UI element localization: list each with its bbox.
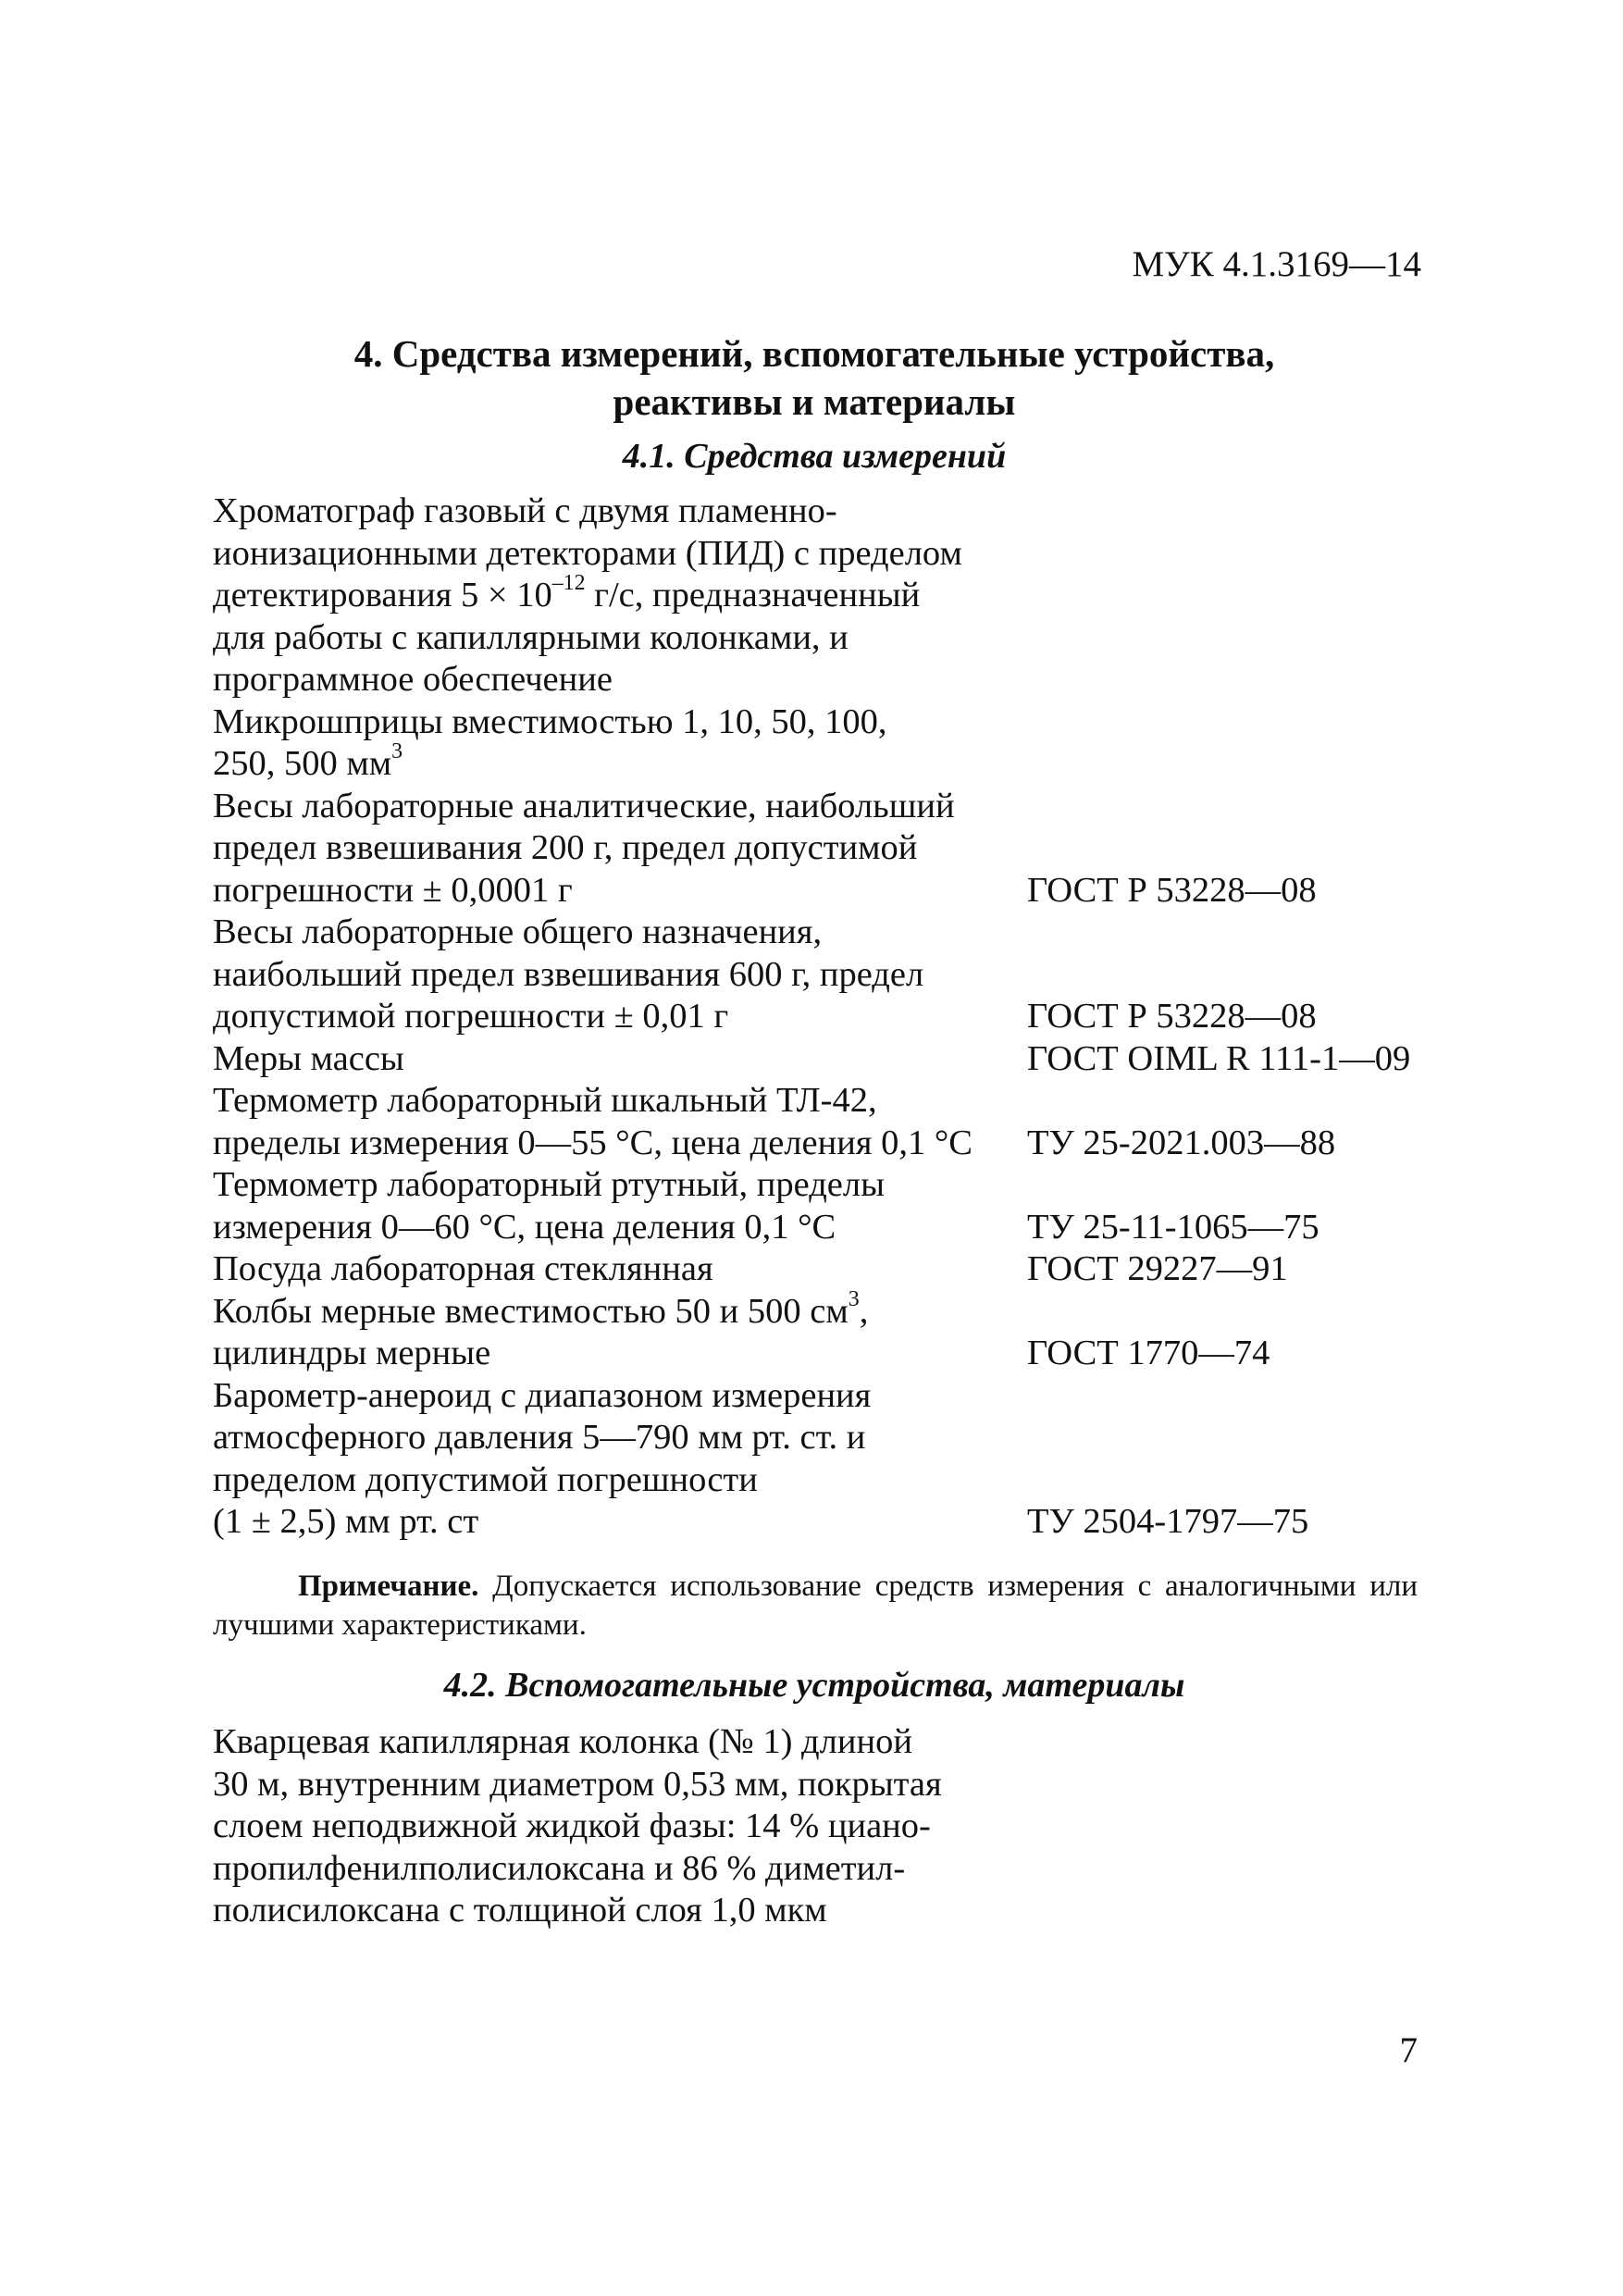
item-description (213, 1286, 999, 1375)
subsection-title-measuring-instruments: 4.1. Средства измерений (622, 437, 1007, 476)
standard-reference: ТУ 25-11-1065—75 (1027, 1207, 1319, 1247)
description-line: пропилфенилполисилоксана и 86 % диметил- (213, 1848, 906, 1888)
item-description (213, 1248, 999, 1291)
description-line: Посуда лабораторная стеклянная (213, 1249, 713, 1288)
description-line: Микрошприцы вместимостью 1, 10, 50, 100, (213, 701, 887, 741)
item-description (213, 1164, 999, 1248)
description-line: Термометр лабораторный ртутный, пределы (213, 1165, 885, 1204)
description-line: пределы измерения 0—55 °С, цена деления 0,1 °С (213, 1123, 973, 1162)
list-item (213, 1721, 1443, 1932)
standard-reference: ГОСТ Р 53228—08 (1027, 870, 1317, 910)
list-item (213, 1286, 1443, 1375)
description-line: 30 м, внутренним диаметром 0,53 мм, покрытая (213, 1764, 942, 1804)
note-paragraph (213, 1567, 1418, 1644)
list-item (213, 1080, 1443, 1164)
description-line: слоем неподвижной жидкой фазы: 14 % циано- (213, 1806, 931, 1845)
description-line: предел взвешивания 200 г, предел допустимой (213, 828, 918, 867)
description-line (213, 571, 999, 617)
list-item (213, 1375, 1443, 1544)
item-description (213, 912, 999, 1038)
item-description (213, 701, 999, 786)
superscript: 3 (391, 739, 403, 764)
description-line (213, 1286, 999, 1334)
list-item (213, 1164, 1443, 1248)
note-text: Допускается использование средств измерения с аналогичными или лучшими характеристиками. (213, 1570, 1418, 1642)
item-description (213, 490, 999, 701)
item-description (213, 1375, 999, 1544)
line-text: 250, 500 мм (213, 744, 392, 783)
item-description (213, 1721, 999, 1932)
superscript: 3 (848, 1286, 860, 1311)
list-item (213, 1248, 1443, 1291)
page-number: 7 (1399, 2030, 1418, 2070)
description-line: допустимой погрешности ± 0,01 г (213, 997, 729, 1036)
note-label: Примечание. (298, 1570, 479, 1603)
list-item (213, 490, 1443, 701)
standard-reference: ГОСТ 29227—91 (1027, 1249, 1288, 1288)
description-line: полисилоксана с толщиной слоя 1,0 мкм (213, 1891, 827, 1930)
standard-reference: ТУ 25-2021.003—88 (1027, 1123, 1336, 1162)
subsection-title-auxiliary-devices: 4.2. Вспомогательные устройства, материалы (443, 1666, 1185, 1705)
description-line: Кварцевая капиллярная колонка (№ 1) длиной (213, 1722, 912, 1761)
line-text: , (859, 1291, 869, 1331)
document-code: МУК 4.1.3169—14 (1132, 244, 1421, 284)
description-line: Меры массы (213, 1038, 404, 1078)
description-line: пределом допустимой погрешности (213, 1459, 758, 1499)
list-item (213, 912, 1443, 1038)
description-line: ионизационными детекторами (ПИД) с пределом (213, 533, 962, 573)
item-description (213, 786, 999, 912)
list-item (213, 1038, 1443, 1081)
description-line: атмосферного давления 5—790 мм рт. ст. и (213, 1418, 866, 1457)
description-line (213, 739, 999, 786)
description-line: Хроматограф газовый с двумя пламенно- (213, 491, 837, 530)
list-item (213, 786, 1443, 912)
standard-reference: ГОСТ 1770—74 (1027, 1334, 1270, 1372)
section-title-line: 4. Средства измерений, вспомогательные устройства, (353, 332, 1275, 375)
item-description (213, 1038, 999, 1081)
description-line: Барометр-анероид с диапазоном измерения (213, 1375, 872, 1415)
standard-reference: ГОСТ Р 53228—08 (1027, 997, 1317, 1036)
description-line: измерения 0—60 °С, цена деления 0,1 °С (213, 1207, 836, 1247)
description-line: программное обеспечение (213, 660, 613, 699)
description-line: Весы лабораторные общего назначения, (213, 912, 823, 951)
section-title-line: реактивы и материалы (613, 380, 1016, 423)
measuring-instruments-list (213, 490, 1443, 1544)
auxiliary-devices-list (213, 1721, 1443, 1932)
description-line: погрешности ± 0,0001 г (213, 870, 573, 910)
description-line: Термометр лабораторный шкальный ТЛ-42, (213, 1081, 877, 1120)
description-line: Весы лабораторные аналитические, наибольший (213, 786, 955, 825)
item-description (213, 1080, 999, 1164)
description-line: для работы с капиллярными колонками, и (213, 617, 849, 657)
list-item (213, 701, 1443, 786)
line-text: детектирования 5 × 10 (213, 576, 552, 614)
standard-reference: ТУ 2504-1797—75 (1027, 1502, 1309, 1541)
description-line: (1 ± 2,5) мм рт. ст (213, 1502, 479, 1541)
description-line: цилиндры мерные (213, 1334, 491, 1372)
line-text: Колбы мерные вместимостью 50 и 500 см (213, 1291, 849, 1331)
section-title (213, 329, 1416, 426)
superscript: –12 (551, 571, 586, 596)
standard-reference: ГОСТ OIML R 111-1—09 (1027, 1038, 1411, 1078)
description-line: наибольший предел взвешивания 600 г, предел (213, 954, 924, 994)
line-text: г/с, предназначенный (585, 576, 921, 614)
